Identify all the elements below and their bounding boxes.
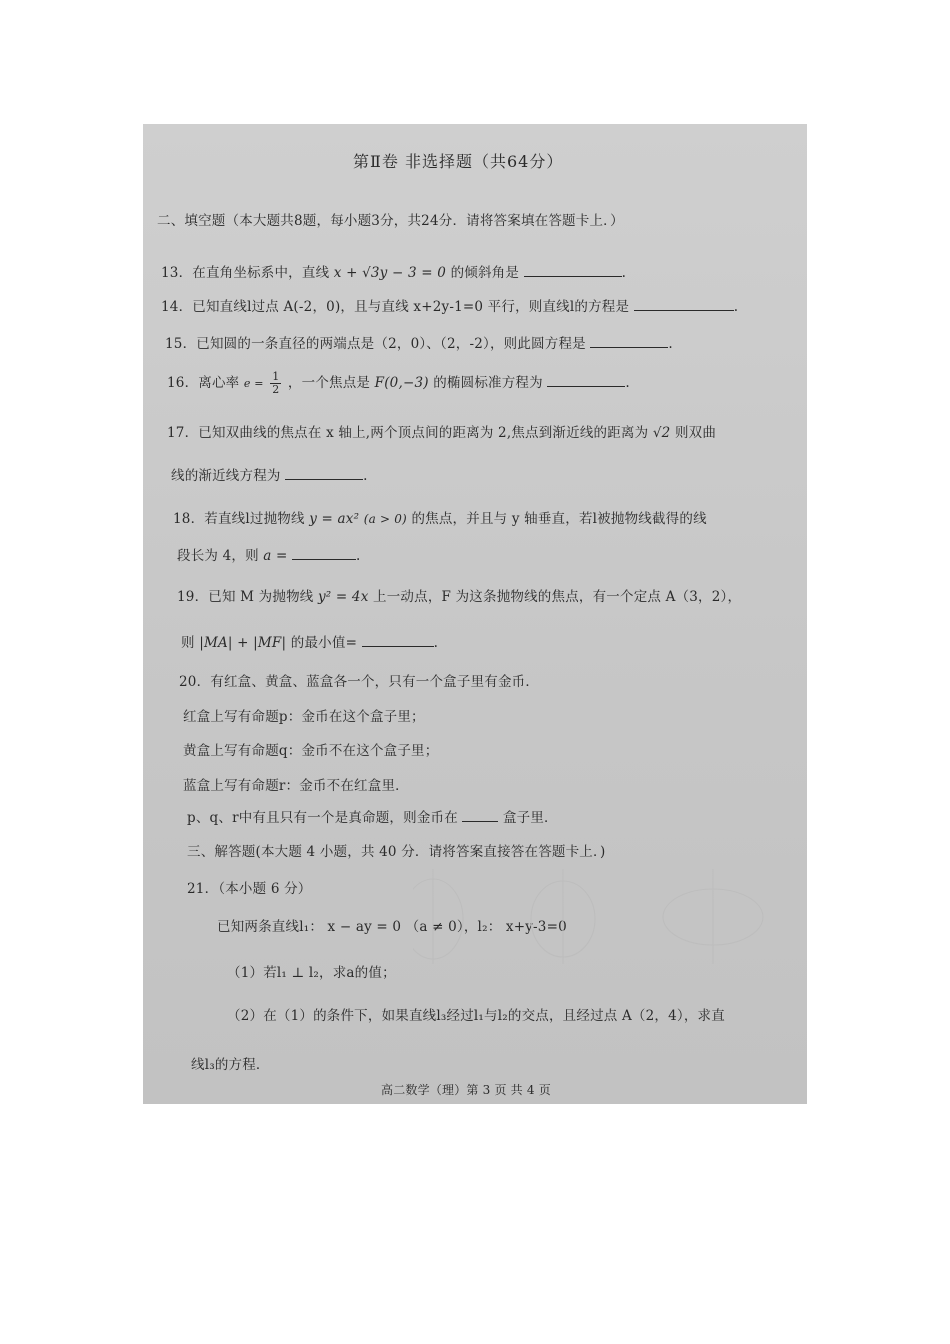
q21-part-1: （1）若l₁ ⊥ l₂，求a的值；: [227, 965, 396, 981]
q19-equation: y² = 4x: [317, 589, 369, 605]
question-17-line-1: [167, 421, 716, 441]
q13-text: 13．在直角坐标系中，直线: [161, 265, 330, 281]
q21-given: 已知两条直线l₁： x − ay = 0 （a ≠ 0），l₂： x+y-3=0: [217, 919, 567, 935]
page-title: 第Ⅱ卷 非选择题（共64分）: [353, 152, 564, 171]
q13-text-post: 的倾斜角是: [450, 265, 520, 281]
q16-numerator: 1: [272, 370, 280, 383]
page-footer: 高二数学（理）第 3 页 共 4 页: [381, 1083, 551, 1097]
section-2-heading: 二、填空题（本大题共8题，每小题3分，共24分．请将答案填在答题卡上．）: [157, 213, 624, 229]
q14-text: 14．已知直线l过点 A(-2，0)，且与直线 x+2y-1=0 平行，则直线l的方程是: [161, 299, 630, 315]
q20-question: [187, 806, 558, 826]
q13-answer-blank: [524, 264, 622, 277]
q16-text-post: 的椭圆标准方程为: [433, 375, 543, 391]
q20-red-box: 红盒上写有命题p：金币在这个盒子里；: [183, 709, 425, 725]
exam-page: [143, 124, 807, 1104]
q18-text: 18．若直线l过抛物线: [173, 511, 305, 527]
q17-answer-blank: [285, 467, 363, 480]
q16-focus: F(0,−3): [374, 375, 429, 391]
q17-text-2: 线的渐近线方程为: [171, 468, 281, 484]
q16-fraction: [270, 371, 281, 396]
q14-answer-blank: [634, 298, 734, 311]
q16-denominator: 2: [272, 383, 280, 396]
q16-period: .: [625, 375, 630, 391]
q15-period: .: [668, 336, 673, 352]
q19-text-2-post: 的最小值=: [290, 635, 358, 651]
q16-text: 16．离心率: [167, 375, 240, 391]
question-18-line-2: [177, 544, 361, 564]
question-19-line-2: [181, 631, 438, 651]
q18-a: a =: [263, 548, 288, 564]
q16-text-mid: ，一个焦点是: [287, 375, 371, 391]
q18-text-post: 的焦点，并且与 y 轴垂直，若l被抛物线截得的线: [411, 511, 707, 527]
question-13: [161, 261, 626, 281]
question-18-line-1: [173, 507, 707, 527]
q19-answer-blank: [362, 634, 434, 647]
q20-answer-blank: [462, 809, 498, 822]
question-21-label: 21．（本小题 6 分）: [187, 881, 312, 897]
q17-root: √2: [652, 425, 671, 441]
q18-period: .: [356, 548, 361, 564]
question-14: [161, 295, 738, 315]
q20-yellow-box: 黄盒上写有命题q：金币不在这个盒子里；: [183, 743, 439, 759]
question-15: [165, 332, 673, 352]
q18-equation: y = ax²: [309, 511, 360, 527]
q15-text: 15．已知圆的一条直径的两端点是（2，0）、（2，-2），则此圆方程是: [165, 336, 586, 352]
q18-condition: (a > 0): [363, 512, 407, 526]
q16-answer-blank: [547, 374, 625, 387]
question-19-line-1: [177, 585, 741, 605]
q18-text-2: 段长为 4，则: [177, 548, 259, 564]
q17-text: 17．已知双曲线的焦点在 x 轴上,两个顶点间的距离为 2,焦点到渐近线的距离为: [167, 425, 649, 441]
q20-ask-end: 盒子里．: [502, 810, 558, 826]
q19-text-2: 则: [181, 635, 195, 651]
q13-equation: x + √3y − 3 = 0: [333, 265, 447, 281]
q14-period: .: [733, 299, 739, 315]
q20-ask-text: p、q、r中有且只有一个是真命题，则金币在: [187, 810, 458, 826]
q19-expression: |MA| + |MF|: [199, 635, 287, 651]
q19-text-post: 上一动点，F 为这条抛物线的焦点，有一个定点 A（3，2），: [373, 589, 742, 605]
q19-text: 19．已知 M 为抛物线: [177, 589, 314, 605]
question-17-line-2: [171, 464, 368, 484]
q17-period: .: [363, 468, 368, 484]
question-20-stem: 20．有红盒、黄盒、蓝盒各一个，只有一个盒子里有金币．: [179, 674, 540, 690]
q21-part-2: （2）在（1）的条件下，如果直线l₃经过l₁与l₂的交点，且经过点 A（2，4），求直: [227, 1008, 725, 1024]
q19-period: .: [433, 635, 439, 651]
q13-period: .: [621, 265, 627, 281]
bleed-through-figure: [413, 859, 793, 969]
section-3-heading: 三、解答题(本大题 4 小题，共 40 分．请将答案直接答在答题卡上．): [187, 844, 606, 860]
question-16: [167, 371, 630, 396]
q21-part-2-cont: 线l₃的方程．: [191, 1057, 270, 1073]
q20-blue-box: 蓝盒上写有命题r：金币不在红盒里．: [183, 778, 409, 794]
q17-text-b: 则双曲: [674, 425, 717, 441]
q15-answer-blank: [590, 335, 668, 348]
q18-answer-blank: [292, 547, 356, 560]
q16-eccentricity-symbol: e =: [243, 377, 264, 390]
